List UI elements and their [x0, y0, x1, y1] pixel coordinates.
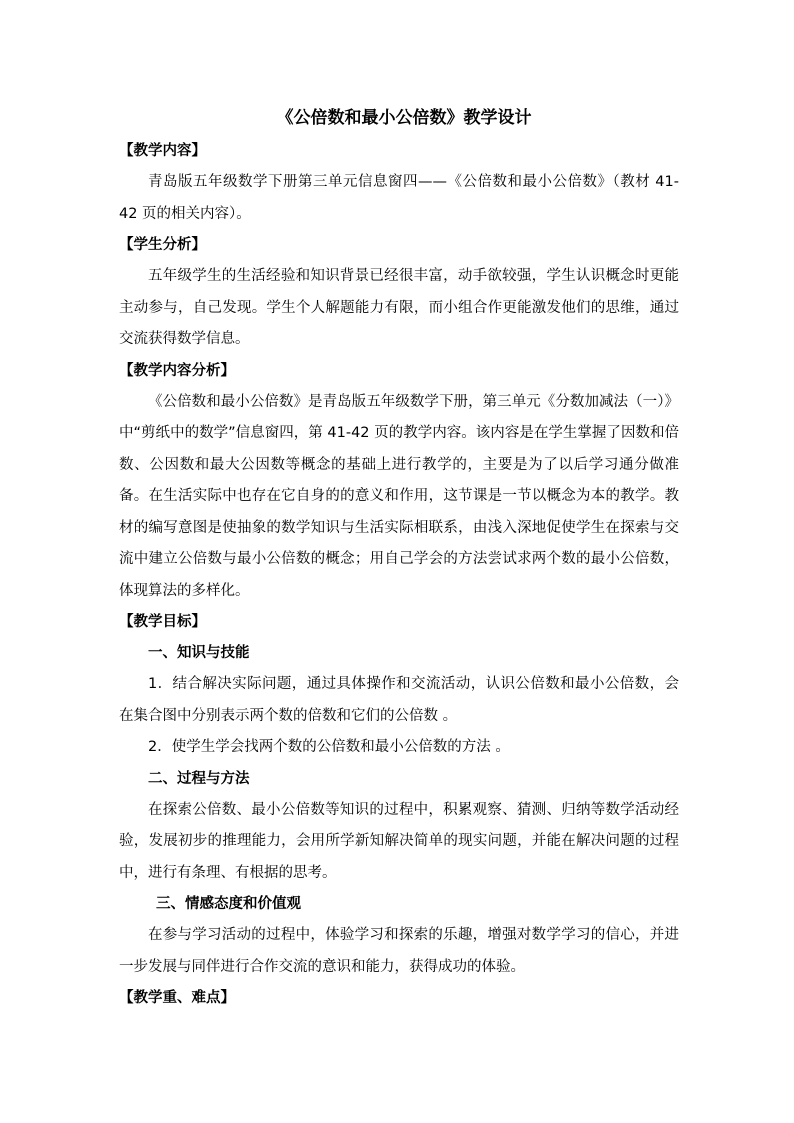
section-heading-student-analysis: 【学生分析】 — [119, 237, 206, 253]
attitude-values-paragraph: 在参与学习活动的过程中，体验学习和探索的乐趣，增强对数学学习的信心，并进一步发展与同伴进行合作交流的意识和能力，获得成功的体验。 — [119, 927, 679, 975]
section-heading-content-analysis: 【教学内容分析】 — [119, 362, 235, 379]
subheading-knowledge-skills: 一、知识与技能 — [148, 645, 250, 661]
goal-item-2: 2．使学生学会找两个数的公倍数和最小公倍数的方法 。 — [148, 739, 510, 755]
section-heading-content: 【教学内容】 — [119, 143, 206, 159]
document-page — [119, 100, 679, 1014]
subheading-attitude-values: 三、情感态度和价值观 — [156, 896, 301, 912]
goal-item-1: 1．结合解决实际问题，通过具体操作和交流活动，认识公倍数和最小公倍数，会在集合图中分别表示两个数的倍数和它们的公倍数 。 — [119, 676, 679, 724]
section-heading-teaching-goals: 【教学目标】 — [119, 614, 206, 630]
process-methods-paragraph: 在探索公倍数、最小公倍数等知识的过程中，积累观察、猜测、归纳等数学活动经验，发展初步的推理能力，会用所学新知解决简单的现实问题，并能在解决问题的过程中，进行有条理、有根据的思考。 — [119, 801, 679, 881]
document-title: 《公倍数和最小公倍数》教学设计 — [276, 108, 532, 128]
section-heading-key-difficult-points: 【教学重、难点】 — [119, 990, 235, 1006]
subheading-process-methods: 二、过程与方法 — [148, 770, 250, 787]
content-analysis-paragraph: 《公倍数和最小公倍数》是青岛版五年级数学下册，第三单元《分数加减法（一）》中“剪纸中的数学”信息窗四，第 41-42 页的教学内容。该内容是在学生掌握了因数和倍数、公因数和最大公因数等概念的基础上进行教学的，主要是为了以后学习通分做准备。在生活实际中也存在它自身的的意义和作用，这节课是一节以概念为本的教学。教材的编写意图是使抽象的数学知识与生活实际相联系，由浅入深地促使学生在探索与交流中建立公倍数与最小公倍数的概念；用自己学会的方法尝试求两个数的最小公倍数，体现算法的多样化。 — [119, 393, 679, 599]
student-analysis-paragraph: 五年级学生的生活经验和知识背景已经很丰富，动手欲较强，学生认识概念时更能主动参与，自己发现。学生个人解题能力有限，而小组合作更能激发他们的思维，通过交流获得数学信息。 — [119, 268, 679, 347]
content-paragraph: 青岛版五年级数学下册第三单元信息窗四——《公倍数和最小公倍数》（教材 41-42 页的相关内容）。 — [119, 174, 679, 222]
